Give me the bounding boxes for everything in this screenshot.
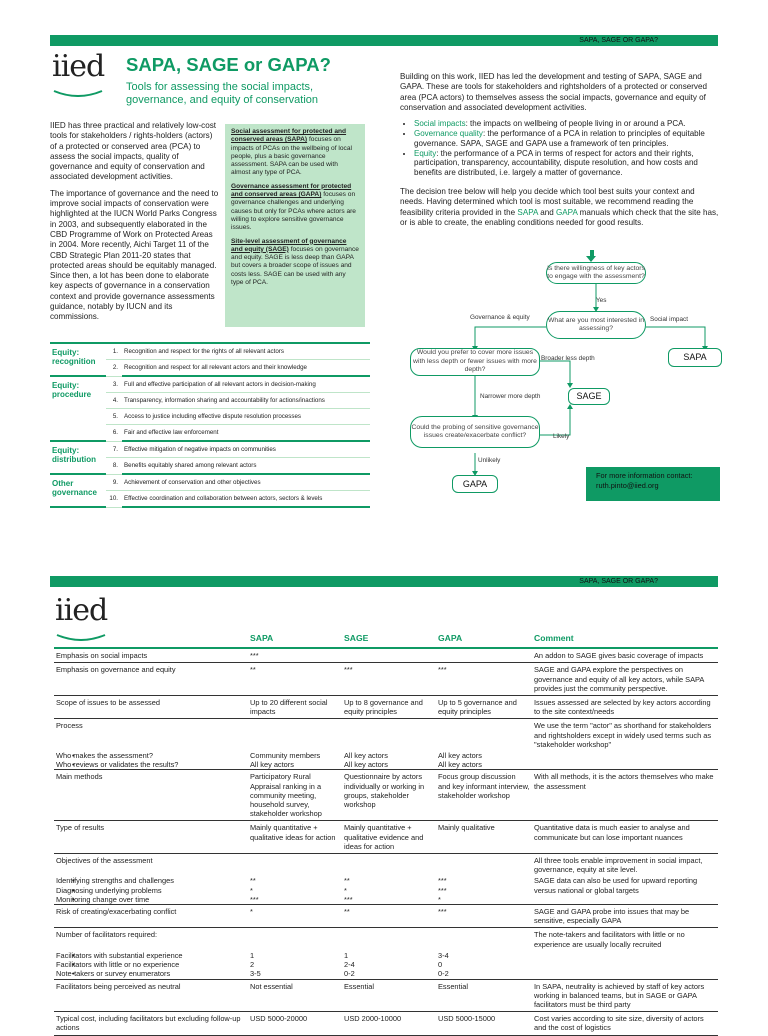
- question-interest: What are you most interested in assessing?: [546, 311, 646, 339]
- table-cell: All key actors: [344, 751, 388, 761]
- table-cell: ***: [438, 876, 447, 886]
- column-header: GAPA: [436, 632, 532, 648]
- table-cell: *: [344, 885, 347, 895]
- table-cell: ***: [248, 648, 342, 663]
- table-cell: Essential: [342, 979, 436, 1012]
- table-cell: Quantitative data is much easier to analyse and communicate but can lose important nuances: [532, 821, 718, 854]
- table-row: [54, 960, 718, 969]
- table-cell: Up to 20 different social impacts: [248, 696, 342, 719]
- page-subtitle: Tools for assessing the social impacts, governance, and equity of conservation: [126, 81, 319, 106]
- narrower-label: Narrower more depth: [480, 393, 541, 400]
- table-cell: Not essential: [248, 979, 342, 1012]
- intro-text: [50, 121, 220, 329]
- list-item: • Social impacts: the impacts on wellbeing of people living in or around a PCA.: [414, 119, 720, 129]
- yes-label: Yes: [596, 297, 607, 304]
- table-cell: ***: [436, 663, 532, 696]
- table-cell: All key actors: [438, 760, 482, 770]
- right-intro: Building on this work, IIED has led the development and testing of SAPA, SAGE and GAPA. These are tools for stakeholders and rightsholders of a protected or conserved area (PCA actors) to themselves assess the social impacts, governance and equity of conservation and associated development activities.: [400, 72, 707, 112]
- table-cell: 0-2: [438, 969, 449, 979]
- table-cell: [248, 854, 342, 877]
- table-cell: SAGE and GAPA probe into issues that may be sensitive, especially GAPA: [532, 905, 718, 928]
- table-cell: [436, 648, 532, 663]
- table-cell: Participatory Rural Appraisal ranking in a community meeting, household survey, stakeholder workshop: [248, 770, 342, 821]
- table-row: [54, 770, 718, 821]
- table-row: [54, 648, 718, 663]
- table-cell: 0-2: [344, 969, 355, 979]
- table-row: [54, 876, 718, 885]
- table-cell: [248, 928, 342, 951]
- sapa-result: SAPA: [668, 348, 722, 367]
- question-conflict: Could the probing of sensitive governance issues create/exacerbate conflict?: [410, 416, 540, 448]
- table-cell: **: [342, 905, 436, 928]
- table-cell: [342, 648, 436, 663]
- column-header: Comment: [532, 632, 718, 648]
- table-cell: [436, 928, 532, 951]
- table-cell: In SAPA, neutrality is achieved by staff of key actors working in balanced teams, but in SAGE or GAPA facilitators must be third party: [532, 979, 718, 1012]
- table-cell: [532, 960, 718, 969]
- table-row: [54, 719, 718, 751]
- table-row: [54, 979, 718, 1012]
- table-cell: [532, 969, 718, 979]
- table-cell: 1: [250, 950, 255, 960]
- table-cell: SAGE and GAPA explore the perspectives on governance and equity of all key actors, while SAPA provides just the community perspective.: [532, 663, 718, 696]
- comparison-table: [54, 632, 718, 1036]
- table-cell: Number of facilitators required:: [54, 928, 248, 951]
- table-cell: 1: [344, 950, 349, 960]
- iied-logo-2: iied: [55, 596, 107, 645]
- question-depth: Would you prefer to cover more issues with less depth or fewer issues with more depth?: [410, 348, 540, 376]
- gapa-result: GAPA: [452, 475, 498, 493]
- table-row: [54, 969, 718, 979]
- table-cell: Mainly quantitative + qualitative evidence and ideas for action: [342, 821, 436, 854]
- table-cell: ***: [250, 894, 259, 904]
- table-cell: SAGE data can also be used for upward reporting: [534, 876, 698, 886]
- table-cell: With all methods, it is the actors themselves who make the assessment: [532, 770, 718, 821]
- iied-logo: iied: [52, 52, 104, 101]
- table-row: [54, 905, 718, 928]
- table-header-row: [54, 632, 718, 648]
- table-cell: Main methods: [54, 770, 248, 821]
- table-cell: ***: [344, 894, 353, 904]
- question-willingness: Is there willingness of key actors to engage with the assessment?: [546, 262, 646, 284]
- definitions-list: [400, 119, 720, 178]
- table-cell: Typical cost, including facilitators but excluding follow-up actions: [54, 1012, 248, 1035]
- decision-tree: [400, 245, 720, 505]
- table-cell: *: [250, 885, 253, 895]
- table-cell: Type of results: [54, 821, 248, 854]
- table-cell: • Monitoring change over time: [54, 895, 248, 905]
- social-impact-label: Social impact: [650, 316, 689, 323]
- table-cell: All key actors: [344, 760, 388, 770]
- broader-label: Broader less depth: [541, 355, 595, 362]
- table-cell: 0: [438, 960, 443, 970]
- unlikely-label: Unlikely: [478, 457, 501, 464]
- contact-email[interactable]: ruth.pinto@iied.org: [596, 480, 659, 490]
- table-cell: Facilitators being perceived as neutral: [54, 979, 248, 1012]
- table-cell: USD 5000-15000: [436, 1012, 532, 1035]
- table-row: [54, 696, 718, 719]
- principles-table: Equity: recognition 1. Recognition and respect for the rights of all relevant actors 2. Recognition and respect for all relevant actors and their knowledge Equity: procedure 3. Full and effective participation of all relevant actors in decision-making 4. Transparency, information sharing and accountability for actions/inactions 5. Access to justice including effective dispute resolution processes 6. Fair and effective law enforcement Equity: distribution 7. Effective mitigation of negative impacts on communities 8. Benefits equitably shared among relevant actors Other governance 9. Achievement of conservation and other objectives 10. Effective coordination and collaboration between actors, sectors & levels: [50, 342, 370, 508]
- sapa-manual-link[interactable]: SAPA: [517, 207, 538, 217]
- table-row: [54, 821, 718, 854]
- table-row: [54, 1012, 718, 1035]
- table-cell: • Facilitators with little or no experience: [54, 960, 248, 969]
- table-cell: *: [438, 894, 441, 904]
- table-row: [54, 886, 718, 895]
- table-cell: [532, 751, 718, 760]
- header-bar-2: [50, 576, 718, 587]
- table-cell: [342, 854, 436, 877]
- table-cell: [532, 895, 718, 905]
- table-cell: • Note-takers or survey enumerators: [54, 969, 248, 979]
- decision-intro: The decision tree below will help you decide which tool best suits your context and needs. Having determined which tool is most suitable, we recommend reading the feasibility criteria provided in the SAPA and GAPA manuals which check that the site has, or is able to create, the enabling conditions needed for good results.: [400, 186, 719, 227]
- likely-label: Likely: [553, 433, 570, 440]
- table-cell: Mainly quantitative + qualitative ideas for action: [248, 821, 342, 854]
- tools-summary-box: Social assessment for protected and conserved areas (SAPA) focuses on impacts of PCAs on the wellbeing of local people, plus a basic governance assessment. SAPA can be used with almost any type of PCA. Governance assessment for protected and conserved areas (GAPA) focuses on governance challenges and underlying causes but only for PCAs where actors are willing to explore sensitive governance issues. Site-level assessment of governance and equity (SAGE) focuses on governance and equity. SAGE is less deep than GAPA but covers a broader scope of issues and costs less. SAGE can be used with any type of PCA.: [225, 124, 365, 327]
- intro-paragraph: The importance of governance and the need to improve social impacts of conservation were highlighted at the IUCN World Parks Congress in 2003, and subsequently elaborated in the CBD Programme of Work on Protected Areas in 2004. More recently, Aichi Target 11 of the CBD Strategic Plan 2011-20 states that protected areas should be equitably managed. Since then, a lot has been done to elaborate key aspects of governance in a conservation context and provide governance assessments guidance, notably by IUCN and its commissions.: [50, 188, 219, 322]
- table-row: [54, 663, 718, 696]
- column-header: SAPA: [248, 632, 342, 648]
- table-cell: Objectives of the assessment: [54, 854, 248, 877]
- table-cell: [436, 719, 532, 751]
- table-cell: • Facilitators with substantial experience: [54, 951, 248, 960]
- table-cell: versus national or global targets: [534, 885, 639, 895]
- column-header: SAGE: [342, 632, 436, 648]
- table-row: [54, 751, 718, 760]
- table-cell: [342, 719, 436, 751]
- header-tag: SAPA, SAGE OR GAPA?: [579, 37, 658, 44]
- table-cell: 2-4: [344, 960, 355, 970]
- intro-paragraph: IIED has three practical and relatively low-cost tools for stakeholders / rights-holders (actors) of a protected or conserved area (PCA) to assess the social impacts, quality of governance and equity of conservation and associated development activities.: [50, 121, 216, 182]
- table-cell: Focus group discussion and key informant interview, stakeholder workshop: [436, 770, 532, 821]
- table-cell: Mainly qualitative: [436, 821, 532, 854]
- gapa-manual-link[interactable]: GAPA: [555, 207, 578, 217]
- table-cell: [248, 719, 342, 751]
- table-row: [54, 928, 718, 951]
- table-cell: The note-takers and facilitators with little or no experience are usually locally recruited: [532, 928, 718, 951]
- table-cell: USD 5000-20000: [248, 1012, 342, 1035]
- list-item: • Governance quality: the performance of a PCA in relation to principles of equitable governance. SAPA, SAGE and GAPA use a framework of ten principles.: [414, 129, 720, 149]
- table-cell: We use the term "actor" as shorthand for stakeholders and rightsholders except in widely used terms such as "stakeholder workshop": [532, 719, 718, 751]
- header-tag: SAPA, SAGE OR GAPA?: [579, 578, 658, 585]
- table-cell: ***: [438, 885, 447, 895]
- table-cell: 2: [250, 960, 255, 970]
- table-cell: 3-4: [438, 950, 449, 960]
- table-cell: USD 2000-10000: [342, 1012, 436, 1035]
- table-cell: Essential: [436, 979, 532, 1012]
- table-cell: Cost varies according to site size, diversity of actors and the cost of logistics: [532, 1012, 718, 1035]
- table-cell: ***: [436, 905, 532, 928]
- table-cell: All key actors: [250, 760, 294, 770]
- table-cell: ***: [342, 663, 436, 696]
- table-cell: • Who reviews or validates the results?: [54, 760, 248, 770]
- table-cell: Questionnaire by actors individually or working in groups, stakeholder workshop: [342, 770, 436, 821]
- table-cell: Emphasis on governance and equity: [54, 663, 248, 696]
- list-item: • Equity: the performance of a PCA in terms of respect for actors and their rights, participation, transparency, accountability, dispute resolution, and how costs and benefits are distributed, i.e. largely a matter of governance.: [414, 149, 720, 178]
- table-row: [54, 895, 718, 905]
- table-cell: **: [248, 663, 342, 696]
- table-cell: 3-5: [250, 969, 261, 979]
- right-column: [400, 72, 720, 234]
- table-cell: [532, 951, 718, 960]
- page-title: SAPA, SAGE or GAPA?: [126, 54, 331, 75]
- gov-equity-label: Governance & equity: [470, 314, 530, 321]
- logo-swoosh-icon: [52, 89, 104, 97]
- table-cell: An addon to SAGE gives basic coverage of impacts: [532, 648, 718, 663]
- table-cell: All three tools enable improvement in social impact, governance, equity at site level.: [532, 854, 718, 877]
- table-row: [54, 951, 718, 960]
- table-row: [54, 760, 718, 770]
- table-row: [54, 854, 718, 877]
- table-cell: *: [248, 905, 342, 928]
- table-cell: • Who makes the assessment?: [54, 751, 248, 760]
- contact-box: For more information contact: ruth.pinto@iied.org: [586, 467, 720, 501]
- table-cell: Up to 8 governance and equity principles: [342, 696, 436, 719]
- table-cell: • Diagnosing underlying problems: [54, 886, 248, 895]
- header-bar: [50, 35, 718, 46]
- column-header: [54, 632, 248, 648]
- table-cell: Issues assessed are selected by key actors according to the site context/needs: [532, 696, 718, 719]
- table-cell: Process: [54, 719, 248, 751]
- table-cell: Up to 5 governance and equity principles: [436, 696, 532, 719]
- table-cell: • Identifying strengths and challenges: [54, 876, 248, 885]
- table-cell: Scope of issues to be assessed: [54, 696, 248, 719]
- table-cell: [532, 760, 718, 770]
- table-cell: [436, 854, 532, 877]
- table-cell: Community members: [250, 751, 321, 761]
- table-cell: **: [344, 876, 350, 886]
- table-cell: All key actors: [438, 751, 482, 761]
- table-cell: Emphasis on social impacts: [54, 648, 248, 663]
- table-cell: **: [250, 876, 256, 886]
- table-cell: [342, 928, 436, 951]
- table-cell: Risk of creating/exacerbating conflict: [54, 905, 248, 928]
- sage-result: SAGE: [568, 388, 610, 405]
